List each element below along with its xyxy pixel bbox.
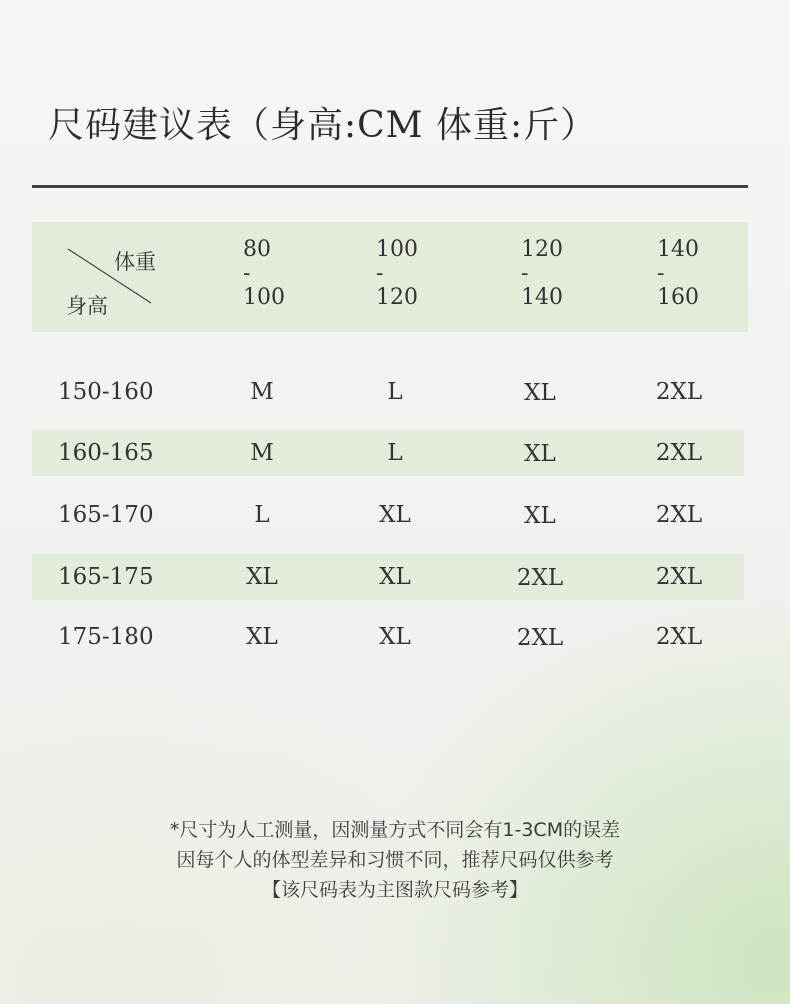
height-range-cell: 175-180: [58, 624, 154, 650]
weight-range-separator: -: [376, 261, 384, 286]
note-line: *尺寸为人工测量，因测量方式不同会有1-3CM的误差: [169, 819, 621, 841]
weight-range-header: [243, 238, 303, 310]
weight-range-separator: -: [657, 261, 665, 286]
size-cell: XL: [379, 564, 411, 590]
weight-range-separator: -: [521, 261, 529, 286]
note-line: 因每个人的体型差异和习惯不同，推荐尺码仅供参考: [176, 849, 614, 871]
size-cell: L: [387, 440, 403, 466]
height-range-cell: 165-170: [58, 502, 154, 528]
size-cell: 2XL: [655, 624, 703, 650]
size-cell: 2XL: [655, 440, 703, 466]
size-cell: 2XL: [655, 502, 703, 528]
page-title: 尺码建议表（身高:CM 体重:斤）: [48, 105, 598, 146]
size-cell: L: [254, 502, 270, 528]
title-divider: [32, 185, 748, 188]
height-range-cell: 160-165: [58, 440, 154, 466]
table-row: [32, 369, 744, 415]
size-cell: M: [250, 440, 274, 466]
weight-range-from: 140: [657, 237, 699, 262]
size-cell: 2XL: [655, 564, 703, 590]
weight-range-from: 80: [243, 237, 271, 262]
size-cell: XL: [379, 502, 411, 528]
weight-axis-label: 体重: [114, 250, 156, 274]
disclaimer-notes: [0, 815, 790, 905]
size-cell: 2XL: [516, 565, 564, 591]
height-range-cell: 150-160: [58, 379, 154, 405]
table-row: [32, 492, 744, 538]
table-corner-cell: [32, 222, 202, 332]
size-cell: XL: [379, 624, 411, 650]
height-range-cell: 165-175: [58, 564, 154, 590]
size-cell: M: [250, 379, 274, 405]
height-axis-label: 身高: [66, 294, 108, 318]
weight-range-to: 140: [521, 285, 563, 310]
size-cell: XL: [524, 503, 556, 529]
size-cell: XL: [524, 380, 556, 406]
table-row: [32, 430, 744, 476]
size-cell: XL: [246, 624, 278, 650]
weight-range-from: 120: [521, 237, 563, 262]
weight-range-to: 160: [657, 285, 699, 310]
size-cell: XL: [246, 564, 278, 590]
table-row: [32, 554, 744, 600]
diagonal-divider: [32, 222, 202, 332]
size-cell: L: [387, 379, 403, 405]
weight-range-to: 120: [376, 285, 418, 310]
table-row: [32, 614, 744, 660]
weight-range-header: [657, 238, 717, 310]
note-line: 【该尺码表为主图款尺码参考】: [261, 879, 528, 901]
weight-range-to: 100: [243, 285, 285, 310]
weight-range-from: 100: [376, 237, 418, 262]
weight-range-header: [521, 238, 581, 310]
weight-range-header: [376, 238, 436, 310]
size-cell: 2XL: [655, 379, 703, 405]
size-cell: XL: [524, 441, 556, 467]
weight-range-separator: -: [243, 261, 251, 286]
size-cell: 2XL: [516, 625, 564, 651]
